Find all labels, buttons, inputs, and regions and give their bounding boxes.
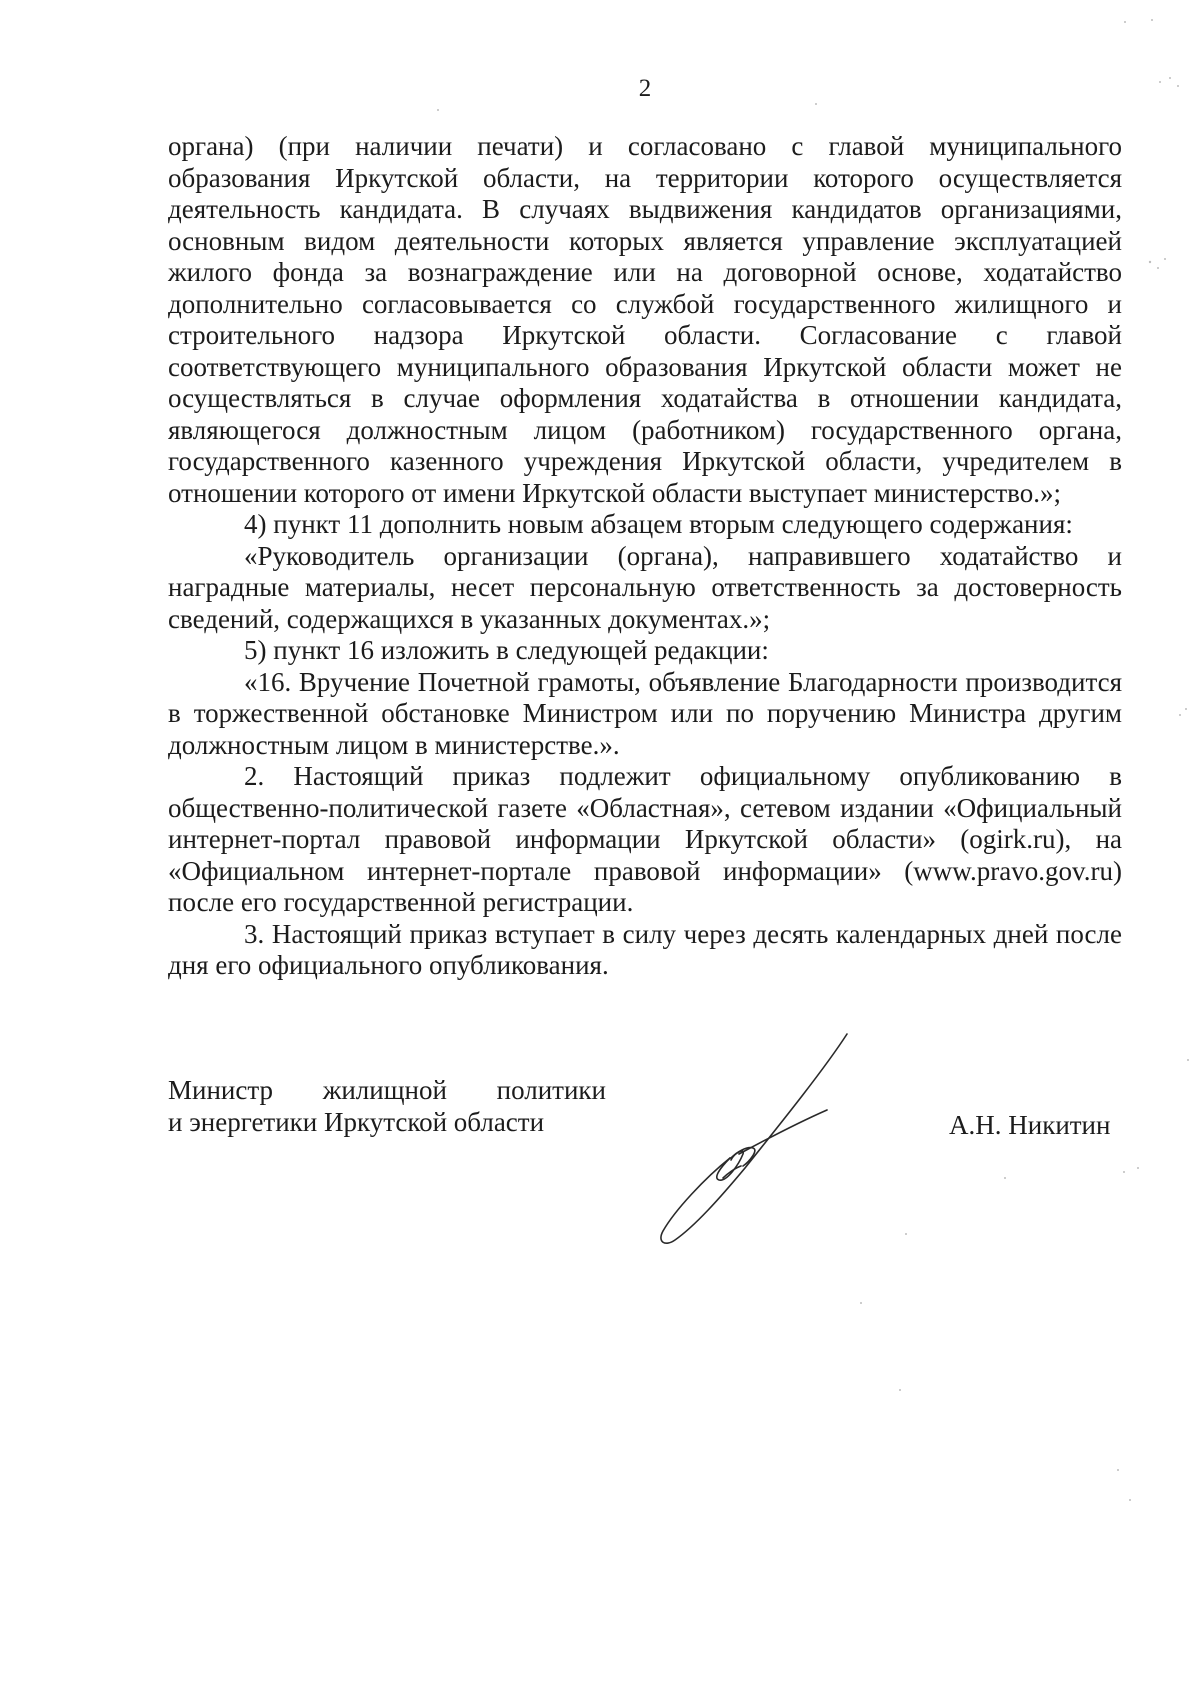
signatory-title-word: жилищной xyxy=(322,1075,447,1105)
paragraph-5: «16. Вручение Почетной грамоты, объявление Благодарности производится в торжественной обстановке Министром или по поручению Министра другим должностным лицом в министерстве.». xyxy=(168,666,1122,760)
paragraph-6: 2. Настоящий приказ подлежит официальному опубликованию в общественно-политической газете «Областная», сетевом издании «Официальный интернет-портал правовой информации Иркутской области» (ogirk.ru), на «Официальном интернет-портале правовой информации» (www.pravo.gov.ru) после его государственной регистрации. xyxy=(168,761,1122,917)
paragraph-4: 5) пункт 16 изложить в следующей редакции: xyxy=(244,635,769,665)
paragraph-2: 4) пункт 11 дополнить новым абзацем вторым следующего содержания: xyxy=(244,509,1073,539)
signatory-name: А.Н. Никитин xyxy=(949,1110,1111,1140)
signatory-title-line-2: и энергетики Иркутской области xyxy=(168,1106,545,1137)
paragraph-7: 3. Настоящий приказ вступает в силу через десять календарных дней после дня его официального опубликования. xyxy=(168,918,1122,980)
signatory-title-word: Министр xyxy=(168,1075,273,1105)
paragraph-3: «Руководитель организации (органа), направившего ходатайство и наградные материалы, несет персональную ответственность за достоверность сведений, содержащихся в указанных документах.»; xyxy=(168,540,1122,634)
paragraph-1: органа) (при наличии печати) и согласовано с главой муниципального образования Иркутской области, на территории которого осуществляется деятельность кандидата. В случаях выдвижения кандидатов организациями, основным видом деятельности которых является управление эксплуатацией жилого фонда за вознаграждение или на договорной основе, ходатайство дополнительно согласовывается со службой государственного жилищного и строительного надзора Иркутской области. Согласование с главой соответствующего муниципального образования Иркутской области может не осуществляться в случае оформления ходатайства в отношении кандидата, являющегося должностным лицом (работником) государственного органа, государственного казенного учреждения Иркутской области, учредителем в отношении которого от имени Иркутской области выступает министерство.»; xyxy=(168,131,1122,508)
signatory-title-word: политики xyxy=(496,1075,606,1105)
page-number: 2 xyxy=(638,75,652,102)
